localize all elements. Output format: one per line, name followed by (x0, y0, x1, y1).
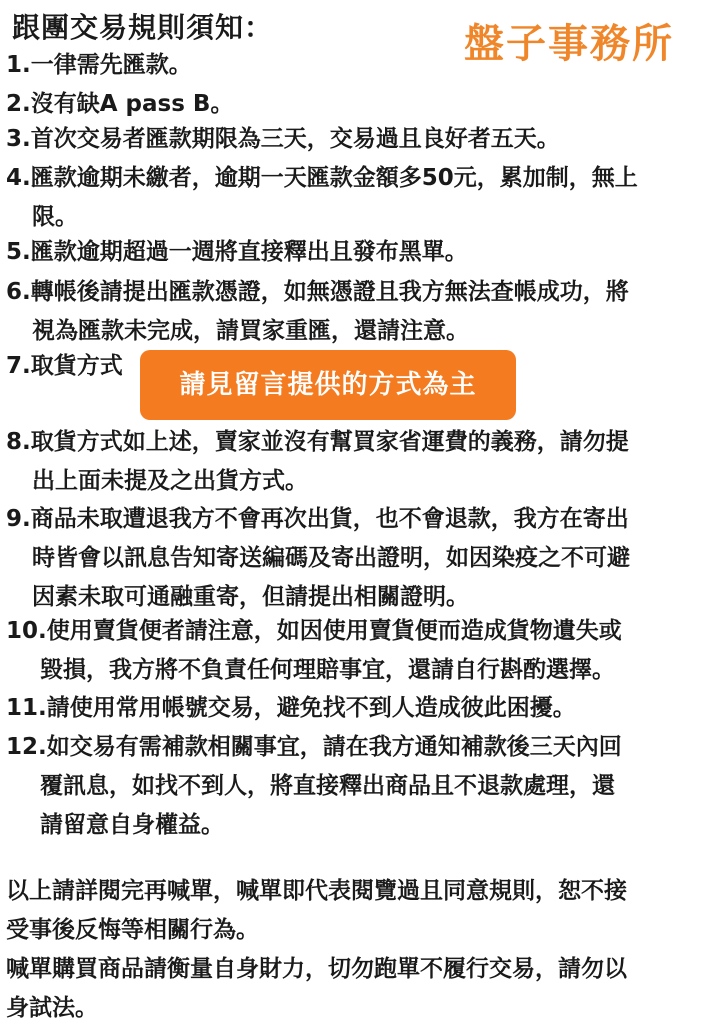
rule-line: 視為匯款未完成，請買家重匯，還請注意。 (32, 318, 469, 344)
rule-line: 毀損，我方將不負責任何理賠事宜，還請自行斟酌選擇。 (40, 657, 615, 683)
rule-1 (6, 46, 716, 85)
rule-8 (6, 423, 716, 501)
rule-line: 限。 (32, 204, 78, 230)
rule-line: 12.如交易有需補款相關事宜，請在我方通知補款後三天內回 (6, 734, 622, 760)
rule-line: 覆訊息，如找不到人，將直接釋出商品且不退款處理，還 (40, 773, 615, 799)
brand-logo-text: 盤子事務所 (464, 21, 674, 67)
rule-line: 8.取貨方式如上述，賣家並沒有幫買家省運費的義務，請勿提 (6, 429, 629, 455)
rule-5 (6, 233, 716, 272)
rule-line: 請留意自身權益。 (40, 812, 224, 838)
footer-line: 受事後反悔等相關行為。 (6, 917, 259, 943)
rule-3 (6, 120, 716, 159)
rule-line: 7.取貨方式 (6, 353, 123, 379)
rule-line: 6.轉帳後請提出匯款憑證，如無憑證且我方無法查帳成功，將 (6, 279, 629, 305)
rule-12 (6, 728, 716, 845)
rule-9 (6, 500, 716, 617)
rule-4 (6, 159, 716, 237)
rule-line: 1.一律需先匯款。 (6, 52, 192, 78)
page-title: 跟團交易規則須知： (12, 11, 274, 44)
rule-line: 5.匯款逾期超過一週將直接釋出且發布黑單。 (6, 239, 468, 265)
rule-line: 4.匯款逾期未繳者，逾期一天匯款金額多50元，累加制，無上 (6, 165, 638, 191)
footer-notes (6, 872, 718, 1028)
rule-line: 9.商品未取遭退我方不會再次出貨，也不會退款，我方在寄出 (6, 506, 629, 532)
rule-line: 2.沒有缺A pass B。 (6, 91, 234, 117)
rule-11 (6, 689, 716, 728)
footer-line: 身試法。 (6, 995, 98, 1021)
rule-line: 出上面未提及之出貨方式。 (32, 468, 308, 494)
footer-line: 喊單購買商品請衡量自身財力，切勿跑單不履行交易，請勿以 (6, 956, 627, 982)
rule-line: 時皆會以訊息告知寄送編碼及寄出證明，如因染疫之不可避 (32, 545, 630, 571)
rule-6 (6, 273, 716, 351)
rule-line: 11.請使用常用帳號交易，避免找不到人造成彼此困擾。 (6, 695, 576, 721)
highlight-banner: 請見留言提供的方式為主 (140, 350, 516, 420)
footer-line: 以上請詳閱完再喊單，喊單即代表閱覽過且同意規則，恕不接 (6, 878, 627, 904)
rule-2 (6, 85, 716, 124)
rule-line: 10.使用賣貨便者請注意，如因使用賣貨便而造成貨物遺失或 (6, 618, 622, 644)
rule-line: 因素未取可通融重寄，但請提出相關證明。 (32, 584, 469, 610)
rule-line: 3.首次交易者匯款期限為三天，交易過且良好者五天。 (6, 126, 560, 152)
rule-10 (6, 612, 716, 690)
